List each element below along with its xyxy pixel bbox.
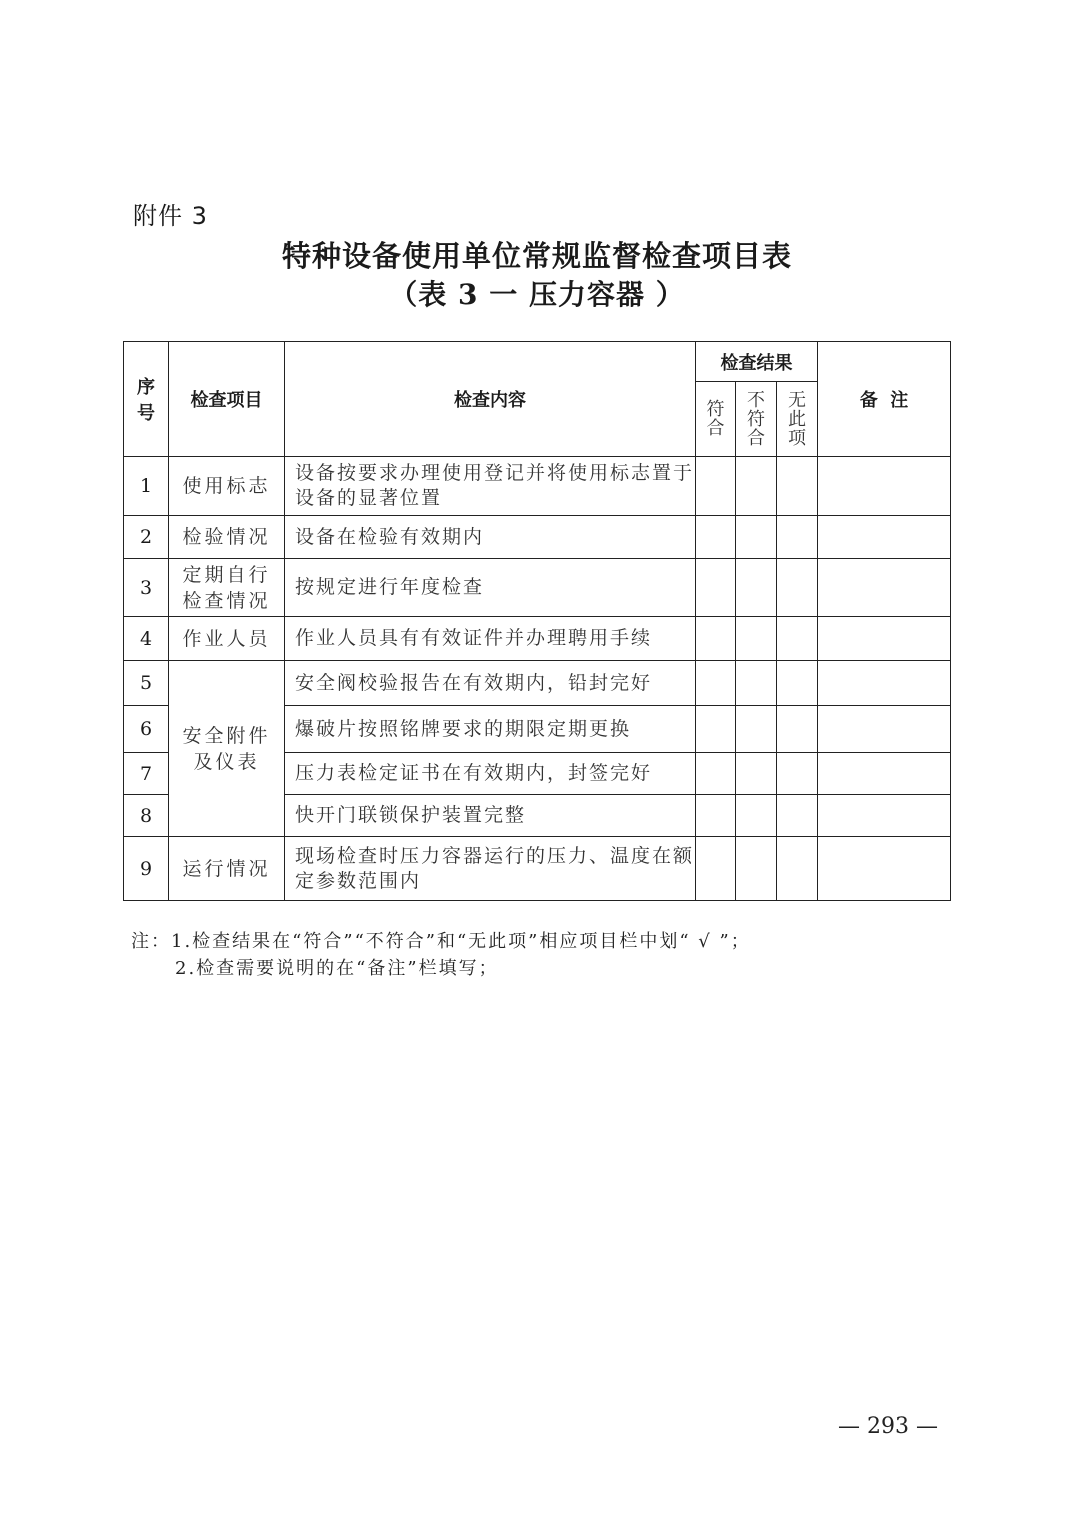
cell-na[interactable] bbox=[777, 837, 818, 901]
table-row bbox=[124, 559, 951, 617]
header-item: 检查项目 bbox=[169, 342, 285, 457]
row-content: 压力表检定证书在有效期内，封签完好 bbox=[285, 753, 696, 795]
row-content: 作业人员具有有效证件并办理聘用手续 bbox=[285, 617, 696, 661]
header-result: 检查结果 bbox=[696, 342, 818, 382]
row-item: 定期自行检查情况 bbox=[169, 559, 285, 617]
cell-nonconform[interactable] bbox=[736, 617, 777, 661]
cell-nonconform[interactable] bbox=[736, 753, 777, 795]
cell-na[interactable] bbox=[777, 661, 818, 706]
cell-remark[interactable] bbox=[818, 795, 951, 837]
cell-conform[interactable] bbox=[696, 661, 736, 706]
cell-nonconform[interactable] bbox=[736, 706, 777, 753]
header-nonconform: 不 符 合 bbox=[736, 382, 777, 457]
cell-na[interactable] bbox=[777, 617, 818, 661]
table-row bbox=[124, 516, 951, 559]
cell-conform[interactable] bbox=[696, 457, 736, 516]
row-number: 3 bbox=[124, 559, 169, 617]
row-content: 爆破片按照铭牌要求的期限定期更换 bbox=[285, 706, 696, 753]
cell-nonconform[interactable] bbox=[736, 795, 777, 837]
table-row bbox=[124, 617, 951, 661]
row-item: 检验情况 bbox=[169, 516, 285, 559]
table-row bbox=[124, 457, 951, 516]
cell-na[interactable] bbox=[777, 753, 818, 795]
row-content: 设备按要求办理使用登记并将使用标志置于设备的显著位置 bbox=[285, 457, 696, 516]
row-item: 安全附件及仪表 bbox=[169, 661, 285, 837]
cell-remark[interactable] bbox=[818, 753, 951, 795]
row-number: 9 bbox=[124, 837, 169, 901]
cell-na[interactable] bbox=[777, 516, 818, 559]
table-row bbox=[124, 837, 951, 901]
note-line-2: 2.检查需要说明的在“备注”栏填写； bbox=[175, 958, 499, 979]
cell-na[interactable] bbox=[777, 457, 818, 516]
cell-remark[interactable] bbox=[818, 617, 951, 661]
row-number: 4 bbox=[124, 617, 169, 661]
header-remark: 备 注 bbox=[818, 342, 951, 457]
cell-nonconform[interactable] bbox=[736, 661, 777, 706]
cell-nonconform[interactable] bbox=[736, 559, 777, 617]
cell-conform[interactable] bbox=[696, 753, 736, 795]
cell-remark[interactable] bbox=[818, 661, 951, 706]
inspection-table bbox=[123, 341, 951, 901]
row-item: 使用标志 bbox=[169, 457, 285, 516]
page-title: 特种设备使用单位常规监督检查项目表 bbox=[281, 239, 792, 273]
page-subtitle: （表 3 一 压力容器 ） bbox=[389, 278, 685, 311]
row-number: 5 bbox=[124, 661, 169, 706]
row-content: 现场检查时压力容器运行的压力、温度在额定参数范围内 bbox=[285, 837, 696, 901]
cell-remark[interactable] bbox=[818, 837, 951, 901]
row-item: 运行情况 bbox=[169, 837, 285, 901]
row-content: 安全阀校验报告在有效期内，铅封完好 bbox=[285, 661, 696, 706]
row-number: 6 bbox=[124, 706, 169, 753]
row-content: 设备在检验有效期内 bbox=[285, 516, 696, 559]
row-number: 7 bbox=[124, 753, 169, 795]
row-content: 按规定进行年度检查 bbox=[285, 559, 696, 617]
cell-nonconform[interactable] bbox=[736, 457, 777, 516]
cell-nonconform[interactable] bbox=[736, 837, 777, 901]
cell-conform[interactable] bbox=[696, 795, 736, 837]
row-number: 2 bbox=[124, 516, 169, 559]
cell-remark[interactable] bbox=[818, 706, 951, 753]
cell-conform[interactable] bbox=[696, 617, 736, 661]
cell-conform[interactable] bbox=[696, 559, 736, 617]
header-seq: 序 号 bbox=[124, 342, 169, 457]
cell-conform[interactable] bbox=[696, 837, 736, 901]
row-item: 作业人员 bbox=[169, 617, 285, 661]
cell-na[interactable] bbox=[777, 559, 818, 617]
cell-remark[interactable] bbox=[818, 457, 951, 516]
header-na: 无 此 项 bbox=[777, 382, 818, 457]
table-row bbox=[124, 661, 951, 706]
notes bbox=[131, 928, 751, 982]
cell-na[interactable] bbox=[777, 706, 818, 753]
cell-conform[interactable] bbox=[696, 516, 736, 559]
note-line-1: 注：1.检查结果在“符合”“不符合”和“无此项”相应项目栏中划“ √ ”； bbox=[131, 931, 751, 952]
cell-nonconform[interactable] bbox=[736, 516, 777, 559]
cell-remark[interactable] bbox=[818, 559, 951, 617]
cell-conform[interactable] bbox=[696, 706, 736, 753]
row-number: 8 bbox=[124, 795, 169, 837]
page-number: — 293 — bbox=[838, 1414, 938, 1439]
row-content: 快开门联锁保护装置完整 bbox=[285, 795, 696, 837]
annex-label: 附件 3 bbox=[133, 202, 208, 230]
header-content: 检查内容 bbox=[285, 342, 696, 457]
cell-remark[interactable] bbox=[818, 516, 951, 559]
row-number: 1 bbox=[124, 457, 169, 516]
cell-na[interactable] bbox=[777, 795, 818, 837]
header-conform: 符 合 bbox=[696, 382, 736, 457]
